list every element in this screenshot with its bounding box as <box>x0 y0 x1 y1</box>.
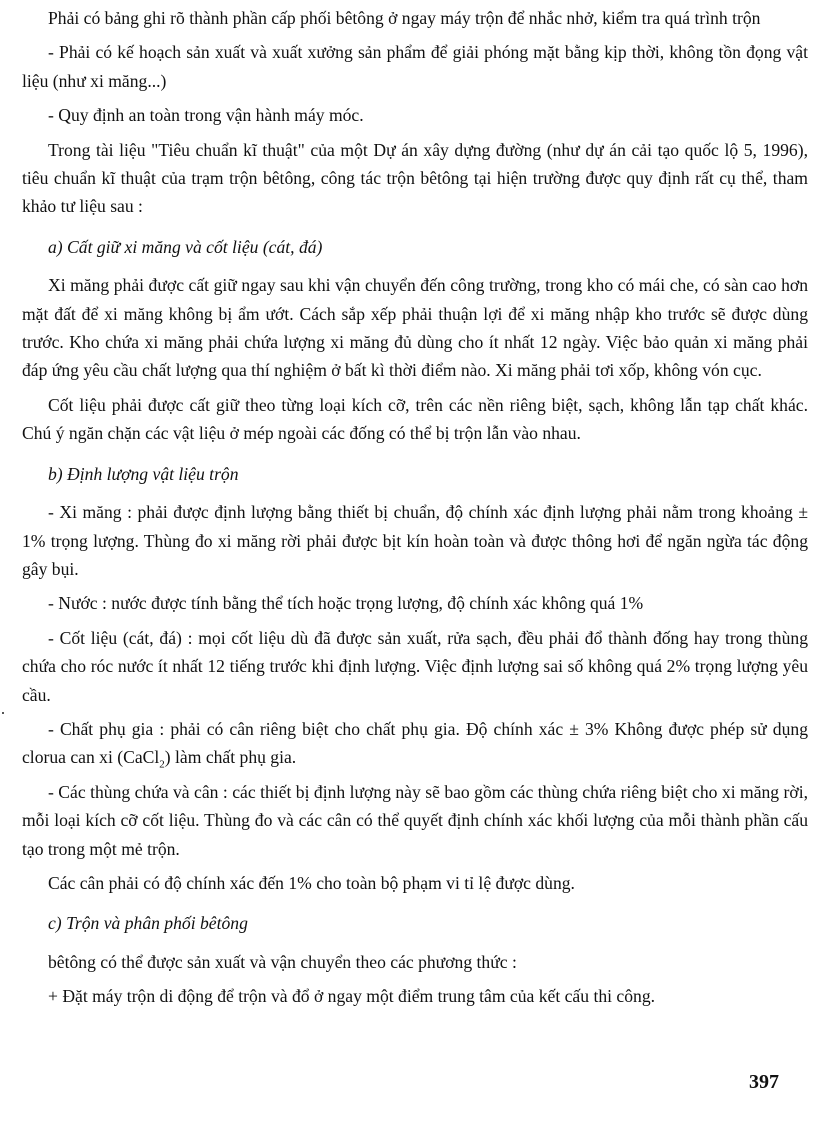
paragraph-cement-dosing: - Xi măng : phải được định lượng bằng thiết bị chuẩn, độ chính xác định lượng phải nằm trong khoảng ± 1% trọng lượng. Thùng đo xi măng rời phải được bịt kín hoàn toàn và được thông hơi để ngăn ngừa tác động gây bụi. <box>22 502 808 579</box>
admixture-text-b: ) làm chất phụ gia. <box>164 747 297 768</box>
admixture-subscript: 2 <box>159 758 165 771</box>
paragraph-mixing-record: Phải có bảng ghi rõ thành phần cấp phối bêtông ở ngay máy trộn để nhắc nhở, kiểm tra quá trình trộn <box>48 8 761 28</box>
page-number: 397 <box>749 1071 779 1093</box>
paragraph-cement-storage: Xi măng phải được cất giữ ngay sau khi vận chuyển đến công trường, trong kho có mái che, có sàn cao hơn mặt đất để xi măng không bị ẩm ướt. Cách sắp xếp phải thuận lợi để xi măng nhập kho trước sẽ được dùng trước. Kho chứa xi măng phải chứa lượng xi măng đủ dùng cho ít nhất 12 ngày. Việc bảo quản xi măng phải đáp ứng yêu cầu chất lượng qua thí nghiệm ở bất kì thời điểm nào. Xi măng phải tơi xốp, không vón cục. <box>22 275 808 381</box>
section-heading-b: b) Định lượng vật liệu trộn <box>48 463 239 484</box>
paragraph-containers-scales: - Các thùng chứa và cân : các thiết bị định lượng này sẽ bao gồm các thùng chứa riêng biệt cho xi măng rời, mỗi loại kích cỡ cốt liệu. Thùng đo và các cân có thể quyết định chính xác khối lượng của mỗi thành phần cấu tạo trong một mẻ trộn. <box>22 781 808 859</box>
page-body <box>22 4 808 1017</box>
section-heading-c: c) Trộn và phân phối bêtông <box>48 913 248 934</box>
paragraph-scale-accuracy: Các cân phải có độ chính xác đến 1% cho toàn bộ phạm vi tỉ lệ được dùng. <box>48 872 575 893</box>
scan-speck <box>2 712 4 714</box>
paragraph-technical-standard: Trong tài liệu "Tiêu chuẩn kĩ thuật" của một Dự án xây dựng đường (như dự án cải tạo quốc lộ 5, 1996), tiêu chuẩn kĩ thuật của trạm trộn bêtông, công tác trộn bêtông tại hiện trường được quy định rất cụ thể, tham khảo tư liệu sau : <box>22 139 808 217</box>
paragraph-production-plan: - Phải có kế hoạch sản xuất và xuất xưởng sản phẩm để giải phóng mặt bằng kịp thời, không tồn đọng vật liệu (như xi măng...) <box>22 42 808 91</box>
paragraph-production-methods: bêtông có thể được sản xuất và vận chuyển theo các phương thức : <box>48 951 517 972</box>
paragraph-aggregate-dosing: - Cốt liệu (cát, đá) : mọi cốt liệu dù đã được sản xuất, rửa sạch, đều phải đổ thành đống hay trong thùng chứa cho róc nước ít nhất 12 tiếng trước khi định lượng. Việc định lượng sai số không quá 2% trọng lượng yêu cầu. <box>22 627 808 705</box>
paragraph-safety: - Quy định an toàn trong vận hành máy móc. <box>48 105 364 126</box>
paragraph-admixture <box>22 715 808 772</box>
paragraph-water-dosing: - Nước : nước được tính bằng thể tích hoặc trọng lượng, độ chính xác không quá 1% <box>48 593 644 614</box>
section-heading-a: a) Cất giữ xi măng và cốt liệu (cát, đá) <box>48 236 323 257</box>
paragraph-aggregate-storage: Cốt liệu phải được cất giữ theo từng loại kích cỡ, trên các nền riêng biệt, sạch, không lẫn tạp chất khác. Chú ý ngăn chặn các vật liệu ở mép ngoài các đống có thể bị trộn lẫn vào nhau. <box>22 394 808 444</box>
admixture-text-a: - Chất phụ gia : phải có cân riêng biệt cho chất phụ gia. Độ chính xác ± 3% Không được phép sử dụng clorua can xi (CaCl <box>22 718 808 768</box>
paragraph-mobile-mixer: + Đặt máy trộn di động để trộn và đổ ở ngay một điểm trung tâm của kết cấu thi công. <box>48 986 656 1007</box>
